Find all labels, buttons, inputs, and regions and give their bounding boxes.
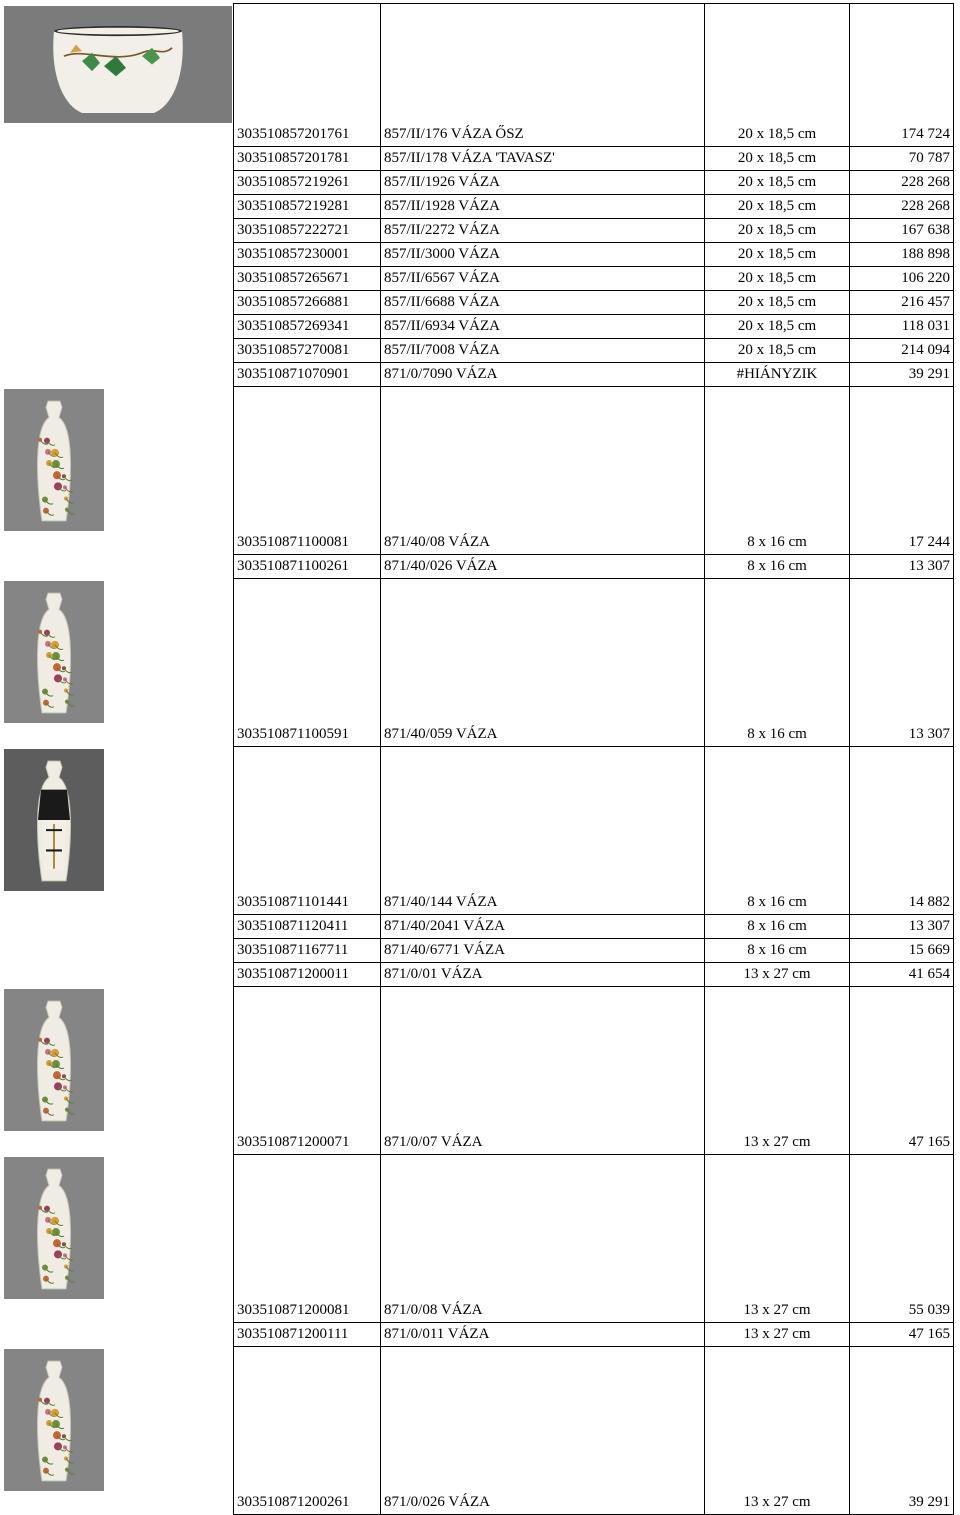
table-row (234, 291, 954, 315)
product-photo-vase (4, 389, 104, 531)
table-row (234, 555, 954, 579)
product-photo-vase (4, 1349, 104, 1491)
product-name-cell: 857/II/7008 VÁZA (381, 339, 705, 363)
product-photo-vase (4, 1157, 104, 1299)
product-code-cell: 303510871101441 (234, 747, 381, 915)
product-name-cell: 857/II/2272 VÁZA (381, 219, 705, 243)
product-price-cell: 70 787 (850, 147, 954, 171)
product-price-cell: 228 268 (850, 171, 954, 195)
product-size-cell: 20 x 18,5 cm (705, 195, 850, 219)
table-row (234, 315, 954, 339)
product-name-cell: 871/40/026 VÁZA (381, 555, 705, 579)
product-code-cell: 303510871167711 (234, 939, 381, 963)
product-table (233, 3, 954, 1515)
product-name-cell: 857/II/6567 VÁZA (381, 267, 705, 291)
table-row (234, 987, 954, 1155)
product-name-cell: 871/40/2041 VÁZA (381, 915, 705, 939)
product-price-cell: 15 669 (850, 939, 954, 963)
table-row (234, 963, 954, 987)
table-row (234, 1155, 954, 1323)
product-size-cell: 13 x 27 cm (705, 987, 850, 1155)
product-size-cell: 8 x 16 cm (705, 939, 850, 963)
table-row (234, 195, 954, 219)
table-row (234, 747, 954, 915)
product-price-cell: 216 457 (850, 291, 954, 315)
product-code-cell: 303510857269341 (234, 315, 381, 339)
product-name-cell: 871/0/01 VÁZA (381, 963, 705, 987)
table-row (234, 219, 954, 243)
table-row (234, 267, 954, 291)
product-code-cell: 303510857219281 (234, 195, 381, 219)
product-price-cell: 41 654 (850, 963, 954, 987)
product-code-cell: 303510857222721 (234, 219, 381, 243)
product-price-cell: 55 039 (850, 1155, 954, 1323)
table-row (234, 243, 954, 267)
product-code-cell: 303510871200261 (234, 1347, 381, 1515)
product-name-cell: 871/40/6771 VÁZA (381, 939, 705, 963)
product-name-cell: 857/II/176 VÁZA ŐSZ (381, 4, 705, 147)
product-price-cell: 188 898 (850, 243, 954, 267)
product-code-cell: 303510871100591 (234, 579, 381, 747)
product-size-cell: 13 x 27 cm (705, 1323, 850, 1347)
product-price-cell: 13 307 (850, 579, 954, 747)
product-size-cell: 20 x 18,5 cm (705, 4, 850, 147)
table-row (234, 171, 954, 195)
product-code-cell: 303510857230001 (234, 243, 381, 267)
product-name-cell: 857/II/1926 VÁZA (381, 171, 705, 195)
table-row (234, 939, 954, 963)
product-size-cell: 13 x 27 cm (705, 963, 850, 987)
product-price-cell: 39 291 (850, 1347, 954, 1515)
product-photo-bowl (4, 6, 232, 123)
product-code-cell: 303510857201781 (234, 147, 381, 171)
product-table-body (234, 4, 954, 1515)
product-size-cell: 8 x 16 cm (705, 747, 850, 915)
product-price-cell: 214 094 (850, 339, 954, 363)
product-photo-vase (4, 749, 104, 891)
product-price-cell: 13 307 (850, 555, 954, 579)
product-name-cell: 871/40/08 VÁZA (381, 387, 705, 555)
product-price-cell: 13 307 (850, 915, 954, 939)
product-name-cell: 857/II/1928 VÁZA (381, 195, 705, 219)
product-photo-vase (4, 581, 104, 723)
product-size-cell: 8 x 16 cm (705, 579, 850, 747)
table-row (234, 1347, 954, 1515)
product-name-cell: 871/0/08 VÁZA (381, 1155, 705, 1323)
product-size-cell: 8 x 16 cm (705, 387, 850, 555)
product-code-cell: 303510857201761 (234, 4, 381, 147)
product-code-cell: 303510871120411 (234, 915, 381, 939)
table-row (234, 1323, 954, 1347)
product-size-cell: 20 x 18,5 cm (705, 147, 850, 171)
product-size-cell: 20 x 18,5 cm (705, 243, 850, 267)
table-row (234, 579, 954, 747)
product-name-cell: 857/II/3000 VÁZA (381, 243, 705, 267)
table-row (234, 147, 954, 171)
product-price-cell: 106 220 (850, 267, 954, 291)
product-name-cell: 871/0/011 VÁZA (381, 1323, 705, 1347)
product-price-cell: 174 724 (850, 4, 954, 147)
product-size-cell: 8 x 16 cm (705, 915, 850, 939)
product-name-cell: 871/0/026 VÁZA (381, 1347, 705, 1515)
product-price-cell: 39 291 (850, 363, 954, 387)
product-size-cell: 20 x 18,5 cm (705, 315, 850, 339)
product-name-cell: 857/II/6934 VÁZA (381, 315, 705, 339)
product-name-cell: 871/40/059 VÁZA (381, 579, 705, 747)
product-name-cell: 857/II/6688 VÁZA (381, 291, 705, 315)
product-code-cell: 303510857266881 (234, 291, 381, 315)
product-name-cell: 857/II/178 VÁZA 'TAVASZ' (381, 147, 705, 171)
table-row (234, 387, 954, 555)
product-code-cell: 303510871100081 (234, 387, 381, 555)
product-size-cell: 20 x 18,5 cm (705, 171, 850, 195)
product-size-cell: 8 x 16 cm (705, 555, 850, 579)
product-price-cell: 47 165 (850, 1323, 954, 1347)
product-price-cell: 47 165 (850, 987, 954, 1155)
product-name-cell: 871/0/7090 VÁZA (381, 363, 705, 387)
product-code-cell: 303510857219261 (234, 171, 381, 195)
product-code-cell: 303510871200071 (234, 987, 381, 1155)
product-name-cell: 871/40/144 VÁZA (381, 747, 705, 915)
product-code-cell: 303510857270081 (234, 339, 381, 363)
product-name-cell: 871/0/07 VÁZA (381, 987, 705, 1155)
table-row (234, 363, 954, 387)
product-code-cell: 303510871200011 (234, 963, 381, 987)
product-code-cell: 303510871100261 (234, 555, 381, 579)
product-code-cell: 303510871200081 (234, 1155, 381, 1323)
product-size-cell: #HIÁNYZIK (705, 363, 850, 387)
product-photo-vase (4, 989, 104, 1131)
product-price-cell: 228 268 (850, 195, 954, 219)
product-price-cell: 14 882 (850, 747, 954, 915)
product-size-cell: 13 x 27 cm (705, 1347, 850, 1515)
product-price-cell: 167 638 (850, 219, 954, 243)
product-size-cell: 20 x 18,5 cm (705, 339, 850, 363)
product-code-cell: 303510871070901 (234, 363, 381, 387)
table-row (234, 915, 954, 939)
product-size-cell: 13 x 27 cm (705, 1155, 850, 1323)
product-price-cell: 17 244 (850, 387, 954, 555)
product-size-cell: 20 x 18,5 cm (705, 219, 850, 243)
table-row (234, 4, 954, 147)
product-code-cell: 303510871200111 (234, 1323, 381, 1347)
table-row (234, 339, 954, 363)
product-price-cell: 118 031 (850, 315, 954, 339)
product-size-cell: 20 x 18,5 cm (705, 291, 850, 315)
product-code-cell: 303510857265671 (234, 267, 381, 291)
product-size-cell: 20 x 18,5 cm (705, 267, 850, 291)
